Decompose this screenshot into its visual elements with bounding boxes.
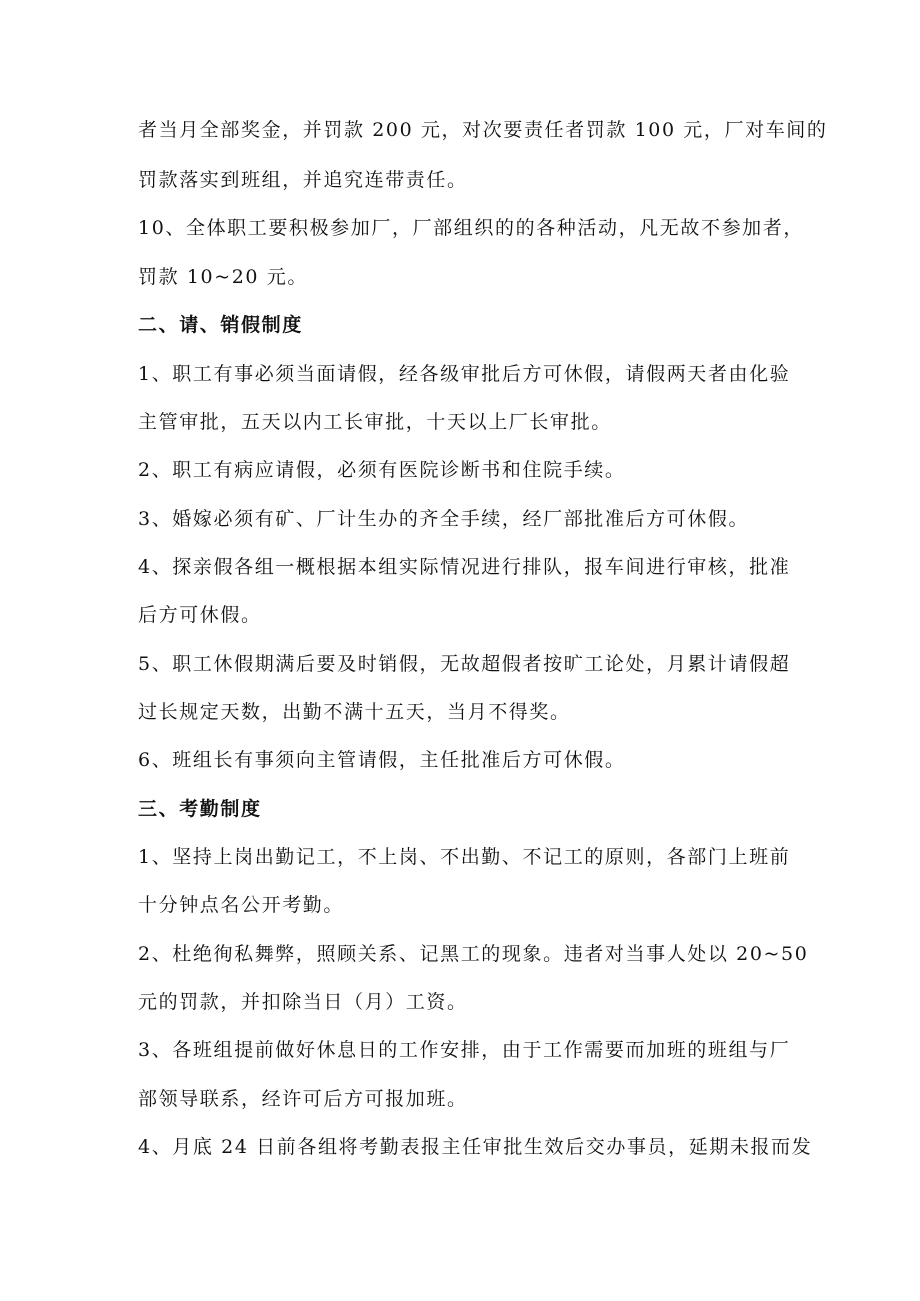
text-line: 5、职工休假期满后要及时销假，无故超假者按旷工论处，月累计请假超	[138, 653, 791, 675]
text-line: 2、杜绝徇私舞弊，照顾关系、记黑工的现象。违者对当事人处以 20~50	[138, 943, 809, 965]
text-line: 者当月全部奖金，并罚款 200 元，对次要责任者罚款 100 元，厂对车间的	[138, 119, 828, 141]
text-line: 6、班组长有事须向主管请假，主任批准后方可休假。	[138, 749, 626, 771]
section-heading-leave: 二、请、销假制度	[138, 314, 303, 336]
text-line: 4、探亲假各组一概根据本组实际情况进行排队，报车间进行审核，批准	[138, 556, 791, 578]
section-heading-attendance: 三、考勤制度	[138, 798, 262, 820]
text-line: 主管审批，五天以内工长审批，十天以上厂长审批。	[138, 411, 612, 433]
text-line: 过长规定天数，出勤不满十五天，当月不得奖。	[138, 701, 571, 723]
text-line: 4、月底 24 日前各组将考勤表报主任审批生效后交办事员，延期未报而发	[138, 1136, 813, 1158]
text-line: 罚款 10~20 元。	[138, 266, 308, 288]
text-line: 后方可休假。	[138, 604, 262, 626]
text-line: 罚款落实到班组，并追究连带责任。	[138, 169, 468, 191]
text-line: 3、婚嫁必须有矿、厂计生办的齐全手续，经厂部批准后方可休假。	[138, 508, 750, 530]
text-line: 2、职工有病应请假，必须有医院诊断书和住院手续。	[138, 459, 626, 481]
text-line: 十分钟点名公开考勤。	[138, 894, 345, 916]
text-line: 1、职工有事必须当面请假，经各级审批后方可休假，请假两天者由化验	[138, 363, 791, 385]
text-line: 1、坚持上岗出勤记工，不上岗、不出勤、不记工的原则，各部门上班前	[138, 846, 791, 868]
text-line: 3、各班组提前做好休息日的工作安排，由于工作需要而加班的班组与厂	[138, 1039, 791, 1061]
text-line: 元的罚款，并扣除当日（月）工资。	[138, 991, 468, 1013]
text-line: 10、全体职工要积极参加厂，厂部组织的的各种活动，凡无故不参加者，	[138, 217, 804, 239]
text-line: 部领导联系，经许可后方可报加班。	[138, 1088, 468, 1110]
